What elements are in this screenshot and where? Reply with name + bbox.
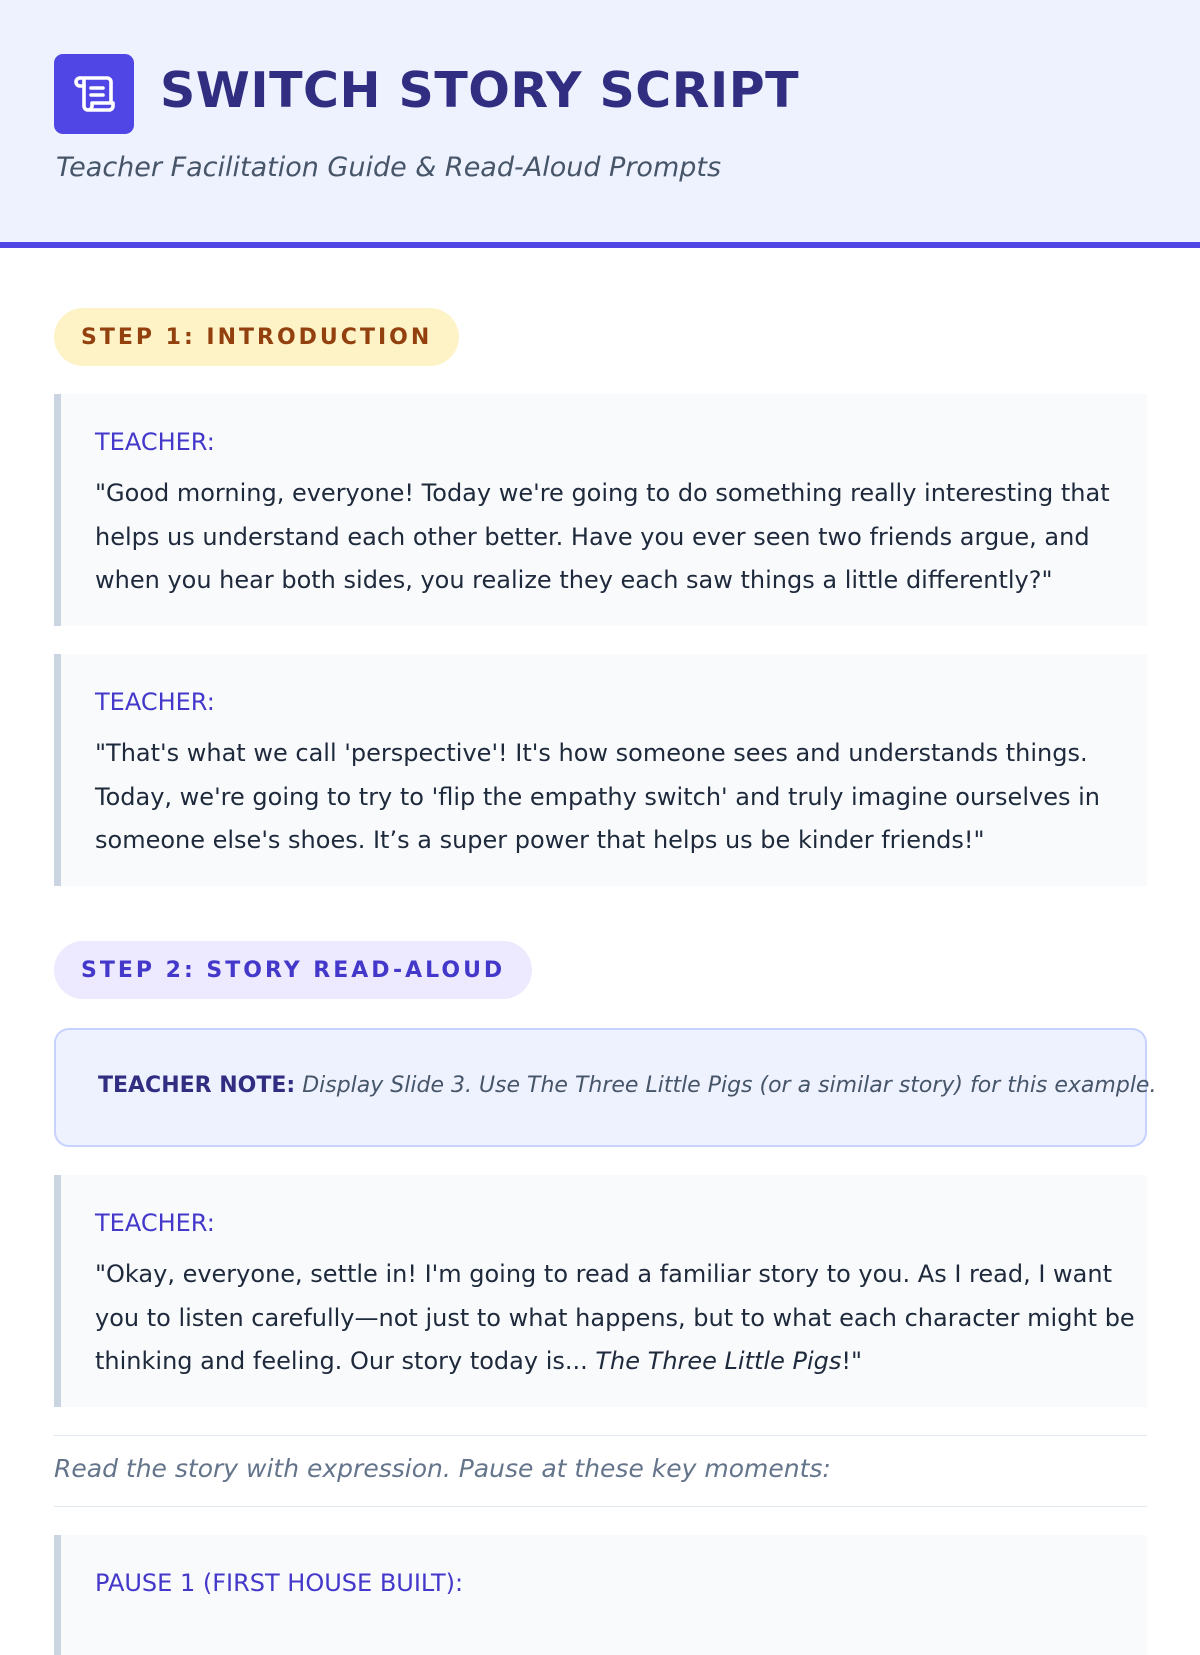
page-subtitle: Teacher Facilitation Guide & Read-Aloud Prompts	[56, 152, 722, 183]
teacher-note-text: Display Slide 3. Use The Three Little Pigs (or a similar story) for this example.	[302, 1073, 1157, 1098]
teacher-script-block	[54, 654, 1147, 886]
page-header	[0, 0, 1200, 248]
page-title: SWITCH STORY SCRIPT	[160, 62, 800, 119]
pause-label: PAUSE 1 (FIRST HOUSE BUILT):	[95, 1569, 464, 1597]
scroll-icon	[54, 54, 134, 134]
speaker-label: TEACHER:	[95, 1209, 215, 1237]
reading-instruction-text: Read the story with expression. Pause at these key moments:	[54, 1454, 831, 1483]
speaker-label: TEACHER:	[95, 428, 215, 456]
teacher-note	[54, 1028, 1157, 1147]
script-text	[95, 1253, 1135, 1384]
script-text: "That's what we call 'perspective'! It's how someone sees and understands things. Today, we're going to try to 'flip the empathy switch' and truly imagine ourselves in someone else's shoes. It’s a super power that helps us be kinder friends!"	[95, 739, 1100, 854]
reading-instruction	[54, 1435, 1147, 1507]
script-text-part: "Okay, everyone, settle in! I'm going to read a familiar story to you. As I read, I want you to listen carefully—not just to what happens, but to what each character might be thinking and feeling. Our story today is...	[95, 1260, 1135, 1375]
pause-block	[54, 1535, 1147, 1655]
script-text: "Good morning, everyone! Today we're going to do something really interesting that helps us understand each other better. Have you ever seen two friends argue, and when you hear both sides, you realize they each saw things a little differently?"	[95, 479, 1110, 594]
step-2-badge: STEP 2: STORY READ-ALOUD	[54, 941, 532, 999]
teacher-script-block	[54, 1175, 1147, 1407]
teacher-script-block	[54, 394, 1147, 626]
teacher-note-label: TEACHER NOTE:	[98, 1073, 296, 1098]
script-text-end: !"	[841, 1347, 863, 1375]
book-title: The Three Little Pigs	[595, 1347, 842, 1375]
speaker-label: TEACHER:	[95, 688, 215, 716]
step-1-badge: STEP 1: INTRODUCTION	[54, 308, 459, 366]
